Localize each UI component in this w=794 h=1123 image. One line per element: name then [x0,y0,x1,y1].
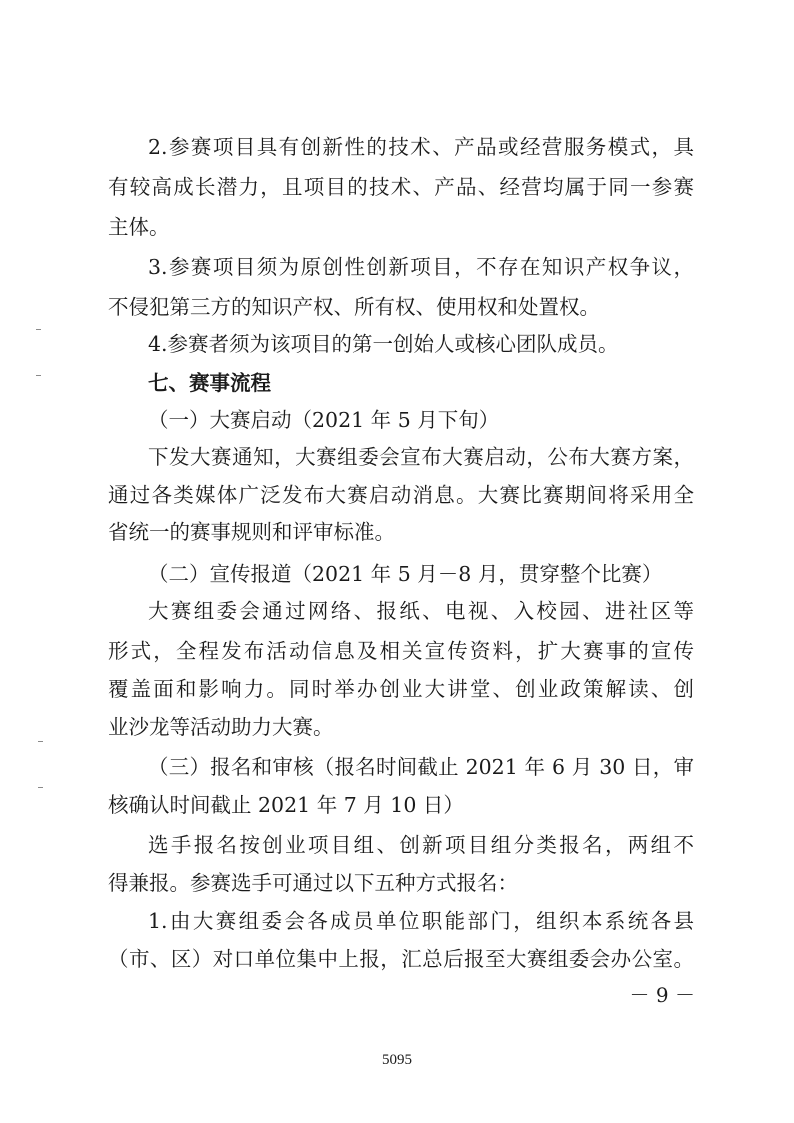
section-heading: 七、赛事流程 [148,371,271,395]
subsection-heading-continued: 核确认时间截止 2021 年 7 月 10 日） [108,793,464,817]
paragraph-line: 不侵犯第三方的知识产权、所有权、使用权和处置权。 [108,295,600,319]
paragraph-line: 3.参赛项目须为原创性创新项目，不存在知识产权争议， [148,255,694,279]
paragraph-line: 主体。 [108,215,170,239]
scan-mark [38,741,43,742]
paragraph-line: 选手报名按创业项目组、创新项目组分类报名，两组不 [148,833,694,857]
paragraph-line: 得兼报。参赛选手可通过以下五种方式报名： [108,871,518,895]
subsection-heading: （二）宣传报道（2021 年 5 月－8 月，贯穿整个比赛） [148,562,663,586]
footer-code: 5095 [382,1052,412,1068]
paragraph-line: 省统一的赛事规则和评审标准。 [108,520,395,544]
page-number: － 9 － [629,983,695,1007]
paragraph-line: 有较高成长潜力，且项目的技术、产品、经营均属于同一参赛 [108,175,694,199]
paragraph-line: 大赛组委会通过网络、报纸、电视、入校园、进社区等 [148,599,694,623]
subsection-heading: （一）大赛启动（2021 年 5 月下旬） [148,408,500,432]
paragraph-line: 覆盖面和影响力。同时举办创业大讲堂、创业政策解读、创 [108,677,694,701]
scan-mark [38,787,43,788]
paragraph-line: 形式，全程发布活动信息及相关宣传资料，扩大赛事的宣传 [108,639,694,663]
scan-mark [36,375,41,376]
paragraph-line: 下发大赛通知，大赛组委会宣布大赛启动，公布大赛方案， [148,445,694,469]
paragraph-line: 2.参赛项目具有创新性的技术、产品或经营服务模式，具 [148,135,694,159]
paragraph-line: 通过各类媒体广泛发布大赛启动消息。大赛比赛期间将采用全 [108,483,694,507]
paragraph-line: 4.参赛者须为该项目的第一创始人或核心团队成员。 [148,332,619,356]
subsection-heading: （三）报名和审核（报名时间截止 2021 年 6 月 30 日，审 [148,755,694,779]
scan-mark [36,329,41,330]
paragraph-line: 业沙龙等活动助力大赛。 [108,715,334,739]
paragraph-line: 1.由大赛组委会各成员单位职能部门，组织本系统各县 [148,909,694,933]
paragraph-line: （市、区）对口单位集中上报，汇总后报至大赛组委会办公室。 [108,947,694,971]
